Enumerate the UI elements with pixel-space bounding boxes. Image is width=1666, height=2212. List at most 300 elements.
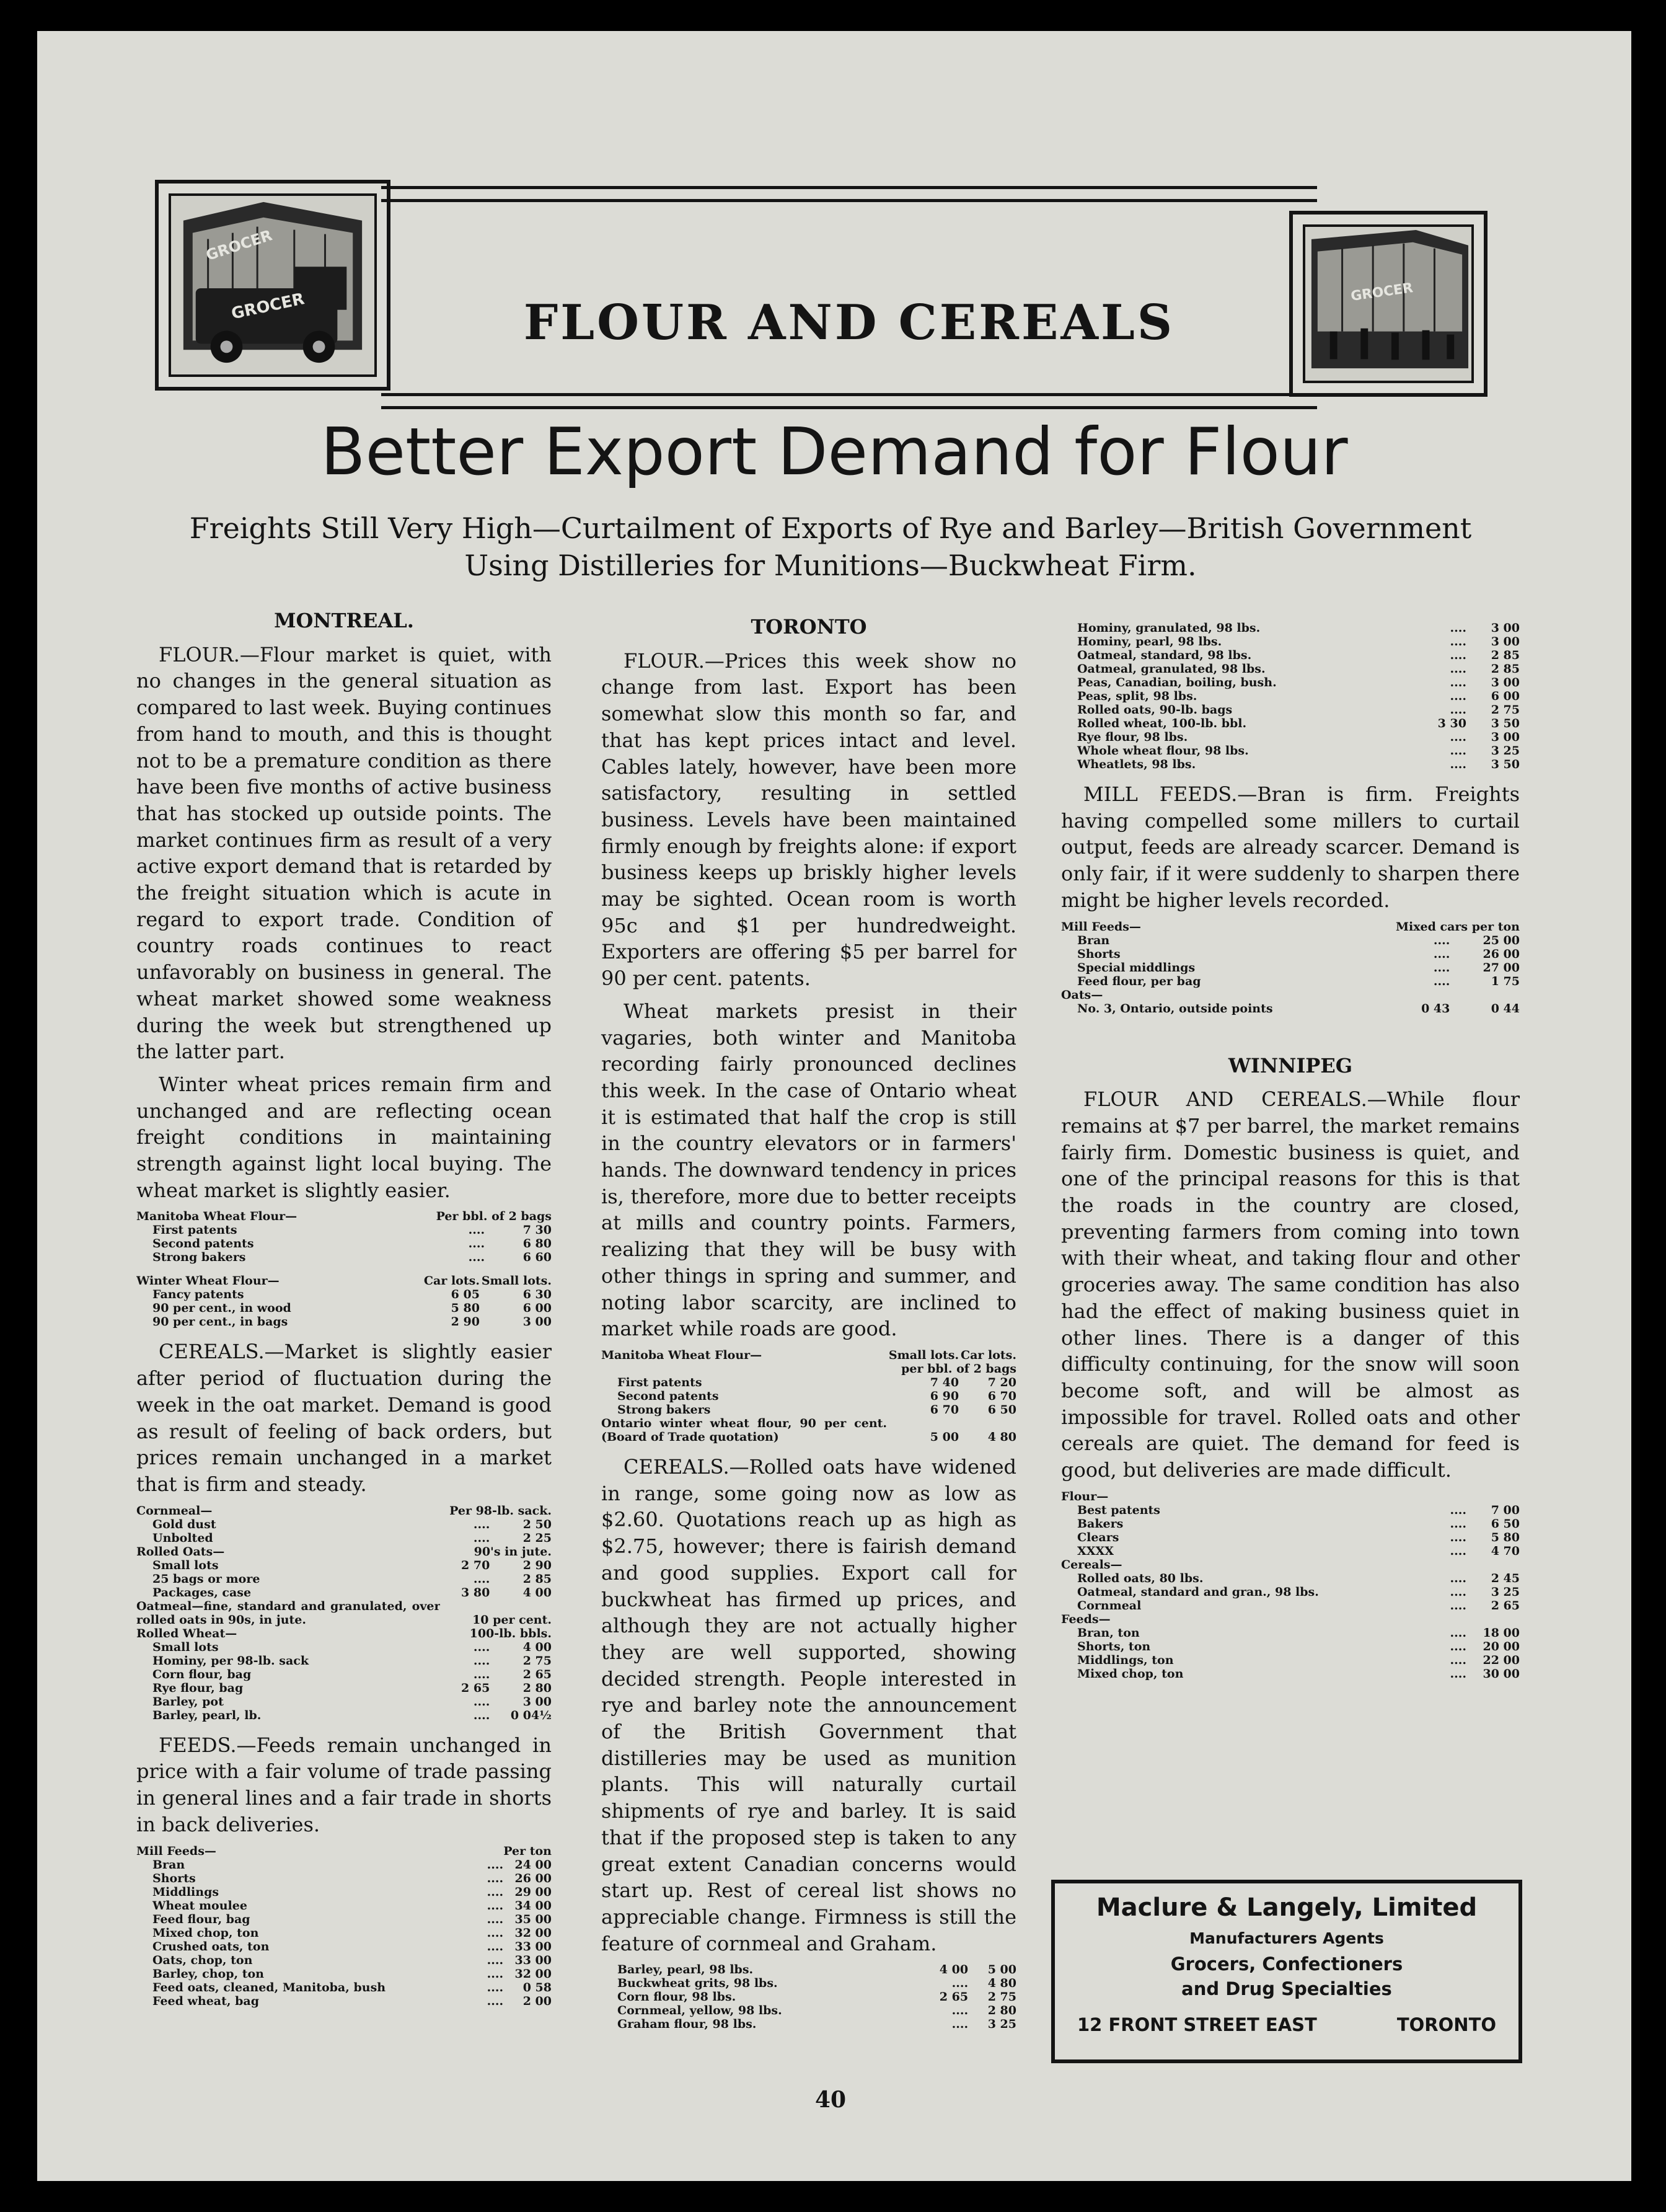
row-value-1: ....	[1433, 947, 1450, 961]
montreal-winter-table	[136, 1274, 552, 1329]
row-label: Bran, ton	[1077, 1626, 1140, 1640]
table-heading: Cornmeal—	[136, 1503, 213, 1518]
montreal-feeds-paragraph: FEEDS.—Feeds remain unchanged in price with a fair volume of trade passing in general lines and a fair trade in shorts in back deliveries.	[136, 1733, 552, 1836]
row-value-1: ....	[1450, 1571, 1466, 1585]
table-unit: Per ton	[503, 1844, 552, 1858]
row-value-1: ....	[468, 1237, 485, 1251]
row-value-1: ....	[468, 1223, 485, 1237]
table-row	[136, 1953, 552, 1967]
row-value-1: 0 43	[1421, 1001, 1450, 1015]
row-value-2: 2 65	[1491, 1598, 1520, 1613]
table-row	[1061, 717, 1520, 730]
row-value-1: ....	[468, 1250, 485, 1265]
table-row	[136, 1926, 552, 1940]
row-label: First patents	[617, 1375, 702, 1389]
toronto-wheat-paragraph: Wheat markets presist in their vagaries, both winter and Manitoba recording fairly pronounced declines this week. In the case of Ontario wheat it is estimated that half the crop is still in the country elevators or in farmers' hands. The downward tendency in prices is, therefore, more due to better receipts at mills and country points. Farmers, realizing that they will be busy with other things in spring and summer, and noting labor scarcity, are inclined to market while roads are good.	[601, 999, 1016, 1341]
row-value-1: ....	[1450, 621, 1466, 635]
row-value-2: 25 00	[1483, 933, 1520, 947]
table-row	[136, 1681, 552, 1695]
row-value-1: 6 90	[930, 1389, 959, 1403]
table-row	[1061, 635, 1520, 648]
row-value-2: 3 25	[1491, 1585, 1520, 1599]
row-label: Bran	[152, 1857, 185, 1872]
table-row	[136, 1967, 552, 1981]
row-value-2: 0 04½	[510, 1708, 552, 1722]
table-row	[601, 2017, 1016, 2031]
table-row	[136, 1518, 552, 1531]
table-col-1: Car lots.	[423, 1274, 480, 1288]
row-value-1: ....	[473, 1531, 490, 1545]
row-value-2: 3 00	[1491, 730, 1520, 744]
table-row	[136, 1858, 552, 1872]
ad-line-3: and Drug Specialties	[1181, 1978, 1392, 1999]
subheadline-line-2: Using Distilleries for Munitions—Buckwheat Firm.	[464, 549, 1197, 582]
row-label: Strong bakers	[152, 1250, 246, 1265]
price-rows	[136, 1559, 552, 1599]
table-row	[1061, 689, 1520, 703]
row-label: Oatmeal, standard, 98 lbs.	[1077, 648, 1252, 662]
row-value-2: 2 85	[522, 1572, 552, 1586]
row-label: Peas, split, 98 lbs.	[1077, 689, 1197, 703]
row-value-1: ....	[487, 1953, 504, 1967]
row-value-1: ....	[1450, 1530, 1466, 1544]
row-value-1: ....	[1450, 662, 1466, 676]
table-row	[1061, 662, 1520, 676]
row-value-2: 34 00	[514, 1898, 552, 1913]
row-label: Wheatlets, 98 lbs.	[1077, 758, 1196, 771]
table-row	[1061, 1599, 1520, 1613]
row-value-1: ....	[1450, 703, 1466, 717]
grocer-storefront-illustration	[1289, 211, 1488, 397]
row-value-1: 6 70	[930, 1402, 959, 1417]
toronto-hominy-table	[1061, 621, 1520, 771]
table-row	[136, 1223, 552, 1237]
montreal-flour-paragraph: FLOUR.—Flour market is quiet, with no changes in the general situation as compared to last week. Buying continues from hand to mouth, and this is thought not to be a premature condition as there have been five months of active business that has stocked up outside points. The market continues firm as result of a very active export demand that is retarded by the freight situation which is acute in regard to export trade. Condition of country roads continues to react unfavorably on business in general. The wheat market showed some weakness during the week but strengthened up the latter part.	[136, 642, 552, 1064]
table-unit: 90's in jute.	[474, 1544, 552, 1559]
row-value-2: 2 50	[522, 1517, 552, 1531]
row-value-2: 3 25	[987, 2017, 1016, 2032]
table-heading: Rolled Wheat—	[136, 1626, 237, 1640]
row-value-2: 18 00	[1483, 1626, 1520, 1640]
row-value-2: 6 00	[1491, 689, 1520, 703]
oatmeal-note-value: 10 per cent.	[472, 1613, 552, 1627]
row-value-2: 2 75	[522, 1653, 552, 1668]
row-value-1: ....	[487, 1926, 504, 1940]
row-value-2: 2 85	[1491, 648, 1520, 662]
table-heading: Manitoba Wheat Flour—	[136, 1210, 298, 1224]
row-value-2: 3 50	[1491, 717, 1520, 730]
table-row	[1061, 703, 1520, 717]
row-value-1: ....	[487, 1980, 504, 1994]
table-heading: Oats—	[1061, 988, 1103, 1002]
advertisement-box	[1051, 1880, 1522, 2063]
row-value-2: 3 00	[1491, 676, 1520, 689]
storefront-sign-text: GROCER	[1349, 280, 1414, 304]
row-label: Crushed oats, ton	[152, 1939, 270, 1953]
row-label: Cornmeal	[1077, 1598, 1142, 1613]
row-value-2: 35 00	[514, 1912, 552, 1926]
price-rows	[1061, 934, 1520, 988]
row-value-1: ....	[487, 1871, 504, 1885]
ad-city: TORONTO	[1396, 2014, 1496, 2035]
storefront-drawing	[1305, 227, 1471, 381]
row-value-1: ....	[487, 1994, 504, 2008]
table-row	[1061, 1585, 1520, 1599]
store-sign-text: GROCER	[203, 226, 275, 264]
montreal-mill-feeds-table	[136, 1844, 552, 2008]
price-rows	[1061, 1002, 1520, 1015]
row-label: Best patents	[1077, 1503, 1160, 1517]
row-value-1: ....	[473, 1517, 490, 1531]
row-value-2: 24 00	[514, 1857, 552, 1872]
row-value-1: 6 05	[451, 1288, 480, 1302]
table-unit: per bbl. of 2 bags	[901, 1361, 1016, 1376]
winnipeg-heading: WINNIPEG	[1228, 1053, 1353, 1077]
row-value-2: 20 00	[1483, 1639, 1520, 1653]
row-value-1: ....	[1433, 974, 1450, 988]
row-label: Second patents	[152, 1237, 254, 1251]
row-label: Barley, chop, ton	[152, 1966, 264, 1981]
row-value-2: 32 00	[514, 1926, 552, 1940]
row-value-2: 27 00	[1483, 960, 1520, 975]
row-label: Packages, case	[152, 1585, 252, 1599]
table-row	[136, 1668, 552, 1681]
table-row	[1061, 730, 1520, 744]
toronto-heading: TORONTO	[751, 615, 867, 639]
table-unit: Per bbl. of 2 bags	[436, 1210, 552, 1224]
column-three	[1061, 621, 1520, 1691]
row-value-2: 3 00	[1491, 635, 1520, 648]
table-row	[136, 1885, 552, 1899]
row-label: Second patents	[617, 1389, 719, 1403]
row-value-2: 30 00	[1483, 1666, 1520, 1681]
row-label: Rye flour, 98 lbs.	[1077, 730, 1188, 744]
row-value-1: ....	[1450, 1653, 1466, 1667]
table-row	[136, 1288, 552, 1301]
row-value-2: 2 80	[987, 2004, 1016, 2018]
row-label: No. 3, Ontario, outside points	[1077, 1001, 1273, 1015]
row-label: Hominy, per 98-lb. sack	[152, 1653, 309, 1668]
row-label: Rolled oats, 90-lb. bags	[1077, 703, 1233, 717]
row-value-1: ....	[1450, 744, 1466, 758]
row-label: Oats, chop, ton	[152, 1953, 253, 1967]
row-value-2: 32 00	[514, 1966, 552, 1981]
row-value-1: ....	[1433, 960, 1450, 975]
row-label: Cornmeal, yellow, 98 lbs.	[617, 2004, 782, 2018]
row-label: Hominy, pearl, 98 lbs.	[1077, 635, 1222, 648]
table-row	[1061, 648, 1520, 662]
table-row	[136, 1315, 552, 1329]
price-rows	[136, 1223, 552, 1264]
row-value-2: 5 80	[1491, 1530, 1520, 1544]
row-value-2: 6 80	[522, 1237, 552, 1251]
row-value-2: 6 70	[987, 1389, 1016, 1403]
row-label: Bran	[1077, 933, 1110, 947]
table-row	[136, 1913, 552, 1926]
row-value-1: ....	[1450, 1585, 1466, 1599]
row-label: Corn flour, 98 lbs.	[617, 1990, 736, 2004]
table-heading: Mill Feeds—	[136, 1844, 216, 1858]
row-value-1: 3 30	[1437, 717, 1466, 730]
table-row	[1061, 961, 1520, 975]
oatmeal-note: Oatmeal—fine, standard and granulated, over rolled oats in 90s, in jute.	[136, 1599, 441, 1627]
row-value-1: ....	[1450, 689, 1466, 703]
table-row	[136, 1994, 552, 2008]
subheadline	[118, 510, 1543, 584]
row-value-1: ....	[487, 1857, 504, 1872]
row-value-1: ....	[487, 1939, 504, 1953]
row-value-1: ....	[1433, 933, 1450, 947]
table-row	[1061, 1517, 1520, 1531]
toronto-manitoba-table	[601, 1348, 1016, 1444]
header-bottom-rule	[381, 393, 1317, 409]
row-value-1: ....	[1450, 1516, 1466, 1531]
toronto-flour-paragraph: FLOUR.—Prices this week show no change from last. Export has been somewhat slow this month so far, and that has kept prices intact and level. Cables lately, however, have been more satisfactory, resulting in settled business. Levels have been maintained firmly enough by freights alone: if export business keeps up briskly higher levels may be sighted. Ocean room is worth 95c and $1 per hundredweight. Exporters are offering $5 per barrel for 90 per cent. patents.	[601, 648, 1016, 991]
table-row	[136, 1301, 552, 1315]
row-value-2: 2 45	[1491, 1571, 1520, 1585]
subheadline-line-1: Freights Still Very High—Curtailment of Exports of Rye and Barley—British Government	[189, 511, 1472, 545]
table-row	[136, 1237, 552, 1250]
row-label: 25 bags or more	[152, 1572, 260, 1586]
ad-address: 12 FRONT STREET EAST	[1077, 2014, 1317, 2035]
row-label: Oatmeal, granulated, 98 lbs.	[1077, 662, 1266, 676]
table-row	[136, 1709, 552, 1722]
row-value-2: 3 00	[522, 1315, 552, 1329]
table-heading: Rolled Oats—	[136, 1544, 225, 1559]
table-row	[601, 2004, 1016, 2017]
table-row	[136, 1586, 552, 1599]
row-value-1: ....	[1450, 1544, 1466, 1558]
row-label: Rolled oats, 80 lbs.	[1077, 1571, 1204, 1585]
table-heading: Feeds—	[1061, 1612, 1111, 1626]
row-value-1: ....	[1450, 1503, 1466, 1517]
montreal-heading: MONTREAL.	[274, 609, 414, 632]
table-heading: Cereals—	[1061, 1557, 1122, 1572]
row-value-2: 3 25	[1491, 744, 1520, 758]
row-label: Rye flour, bag	[152, 1681, 244, 1695]
row-value-1: ....	[473, 1640, 490, 1654]
row-label: Buckwheat grits, 98 lbs.	[617, 1976, 778, 1991]
row-value-2: 29 00	[514, 1885, 552, 1899]
row-value-1: 2 65	[461, 1681, 490, 1695]
table-unit: Mixed cars per ton	[1395, 919, 1520, 934]
headline: Better Export Demand for Flour	[320, 414, 1348, 490]
row-value-1: ....	[473, 1572, 490, 1586]
row-label: Shorts, ton	[1077, 1639, 1151, 1653]
table-row	[1061, 1572, 1520, 1585]
row-label: Rolled wheat, 100-lb. bbl.	[1077, 717, 1247, 730]
row-label: Feed oats, cleaned, Manitoba, bush	[152, 1980, 386, 1994]
toronto-mill-feeds-table	[1061, 920, 1520, 1015]
row-label: Small lots	[152, 1558, 219, 1572]
row-value-1: ....	[1450, 730, 1466, 744]
row-value-2: 4 80	[987, 1976, 1016, 1991]
row-value-2: 7 20	[987, 1375, 1016, 1389]
row-value-1: 2 70	[461, 1558, 490, 1572]
table-col-2: Small lots.	[481, 1274, 552, 1288]
table-row	[1061, 758, 1520, 771]
row-value-2: 2 00	[522, 1994, 552, 2008]
row-value-2: 6 00	[522, 1301, 552, 1316]
row-value-1: ....	[487, 1898, 504, 1913]
ad-address-row	[1055, 2014, 1518, 2035]
price-rows	[1061, 1572, 1520, 1613]
row-value-1: ....	[1450, 635, 1466, 648]
row-value-2: 3 00	[1491, 621, 1520, 635]
row-value-1: ....	[473, 1694, 490, 1709]
table-row	[136, 1531, 552, 1545]
row-value-2: 5 00	[987, 1963, 1016, 1977]
table-row	[136, 1695, 552, 1709]
row-label: Barley, pearl, lb.	[152, 1708, 262, 1722]
row-label: Unbolted	[152, 1531, 213, 1545]
table-row	[136, 1640, 552, 1654]
table-row	[1061, 1626, 1520, 1640]
table-heading: Winter Wheat Flour—	[136, 1274, 280, 1288]
row-value-1: ....	[473, 1653, 490, 1668]
row-value-2: 33 00	[514, 1939, 552, 1953]
row-value-2: 6 50	[1491, 1516, 1520, 1531]
toronto-mill-feeds-paragraph: MILL FEEDS.—Bran is firm. Freights having compelled some millers to curtail output, feeds are already scarcer. Demand is only fair, if it were suddenly to sharpen there might be higher levels recorded.	[1061, 782, 1520, 912]
toronto-cereals-paragraph: CEREALS.—Rolled oats have widened in range, some going now as low as $2.60. Quotations reach up as high as $2.75, however; there is fairish demand and good supplies. Export call for buckwheat has firmed up prices, and although they are not actually higher they are well supported, showing decided strength. People interested in rye and barley note the announcement of the British Government that distilleries may be used as munition plants. This will naturally curtail shipments of rye and barley. It is said that if the proposed step is taken to any great extent Canadian concerns would start up. Rest of cereal list shows no appreciable change. Firmness is still the feature of cornmeal and Graham.	[601, 1454, 1016, 1955]
ad-company-name: Maclure & Langely, Limited	[1096, 1893, 1478, 1922]
row-label: Wheat moulee	[152, 1898, 247, 1913]
table-row	[1061, 1653, 1520, 1667]
row-label: Mixed chop, ton	[152, 1926, 259, 1940]
table-row	[1061, 1640, 1520, 1653]
table-row	[136, 1872, 552, 1885]
row-label: Oatmeal, standard and gran., 98 lbs.	[1077, 1585, 1319, 1599]
montreal-manitoba-table	[136, 1210, 552, 1264]
row-value-1: ....	[487, 1885, 504, 1899]
row-label: Feed flour, bag	[152, 1912, 250, 1926]
row-value-1: 7 40	[930, 1375, 959, 1389]
table-row	[1061, 676, 1520, 689]
row-label: 90 per cent., in bags	[152, 1315, 288, 1329]
row-value-1: ....	[1450, 648, 1466, 662]
table-row	[1061, 1531, 1520, 1544]
ontario-value-1: 5 00	[930, 1430, 959, 1444]
header-top-rule	[381, 186, 1317, 202]
section-title: FLOUR AND CEREALS	[523, 294, 1175, 351]
table-row	[136, 1654, 552, 1668]
row-value-2: 2 85	[1491, 662, 1520, 676]
row-value-1: ....	[487, 1966, 504, 1981]
montreal-winter-paragraph: Winter wheat prices remain firm and unchanged and are reflecting ocean freight conditions in maintaining strength against light local buying. The wheat market is slightly easier.	[136, 1072, 552, 1202]
price-rows	[136, 1858, 552, 2008]
truck-drawing	[171, 196, 374, 374]
row-value-1: 2 65	[939, 1990, 969, 2004]
row-value-2: 26 00	[1483, 947, 1520, 961]
row-value-1: ....	[1450, 758, 1466, 771]
row-value-2: 26 00	[514, 1871, 552, 1885]
row-label: Shorts	[1077, 947, 1121, 961]
table-heading: Manitoba Wheat Flour—	[601, 1348, 762, 1362]
row-label: Hominy, granulated, 98 lbs.	[1077, 621, 1261, 635]
row-value-2: 2 75	[1491, 703, 1520, 717]
row-value-2: 22 00	[1483, 1653, 1520, 1667]
row-label: Strong bakers	[617, 1402, 711, 1417]
row-value-1: ....	[1450, 1639, 1466, 1653]
table-row	[1061, 1503, 1520, 1517]
montreal-cereal-table	[136, 1504, 552, 1722]
row-label: Barley, pearl, 98 lbs.	[617, 1963, 754, 1977]
column-montreal	[136, 608, 552, 2018]
table-row	[601, 1976, 1016, 1990]
row-value-2: 6 30	[522, 1288, 552, 1302]
row-label: Special middlings	[1077, 960, 1196, 975]
row-value-1: 2 90	[451, 1315, 480, 1329]
row-label: Corn flour, bag	[152, 1667, 252, 1681]
table-row	[1061, 621, 1520, 635]
row-value-2: 4 00	[522, 1640, 552, 1654]
ontario-value-2: 4 80	[987, 1430, 1016, 1444]
price-rows	[601, 1963, 1016, 2031]
row-label: Mixed chop, ton	[1077, 1666, 1184, 1681]
row-label: Small lots	[152, 1640, 219, 1654]
table-row	[1061, 744, 1520, 758]
table-row	[1061, 1002, 1520, 1015]
table-row	[136, 1572, 552, 1586]
row-value-2: 4 00	[522, 1585, 552, 1599]
ontario-note: Ontario winter wheat flour, 90 per cent. (Board of Trade quotation)	[601, 1416, 888, 1444]
row-value-2: 33 00	[514, 1953, 552, 1967]
table-row	[136, 1940, 552, 1953]
row-value-2: 2 75	[987, 1990, 1016, 2004]
table-row	[601, 1389, 1016, 1403]
price-rows	[1061, 1626, 1520, 1681]
row-value-2: 4 70	[1491, 1544, 1520, 1558]
winnipeg-table	[1061, 1490, 1520, 1681]
table-row	[601, 1963, 1016, 1976]
row-value-1: ....	[473, 1708, 490, 1722]
table-heading: Mill Feeds—	[1061, 919, 1141, 934]
row-label: Shorts	[152, 1871, 196, 1885]
row-label: Middlings	[152, 1885, 219, 1899]
row-value-1: ....	[1450, 1598, 1466, 1613]
row-value-1: ....	[1450, 1626, 1466, 1640]
row-label: XXXX	[1077, 1544, 1114, 1558]
table-heading: Flour—	[1061, 1489, 1109, 1503]
table-row	[136, 1559, 552, 1572]
row-value-2: 2 90	[522, 1558, 552, 1572]
table-row	[1061, 934, 1520, 947]
table-row	[1061, 947, 1520, 961]
row-value-1: 5 80	[451, 1301, 480, 1316]
table-row	[601, 1990, 1016, 2004]
toronto-cereal-table	[601, 1963, 1016, 2031]
row-value-1: ....	[951, 2004, 969, 2018]
price-rows	[136, 1640, 552, 1722]
row-value-1: ....	[473, 1667, 490, 1681]
table-row	[136, 1250, 552, 1264]
ad-line-1: Manufacturers Agents	[1189, 1929, 1384, 1947]
row-label: Feed flour, per bag	[1077, 974, 1201, 988]
row-value-1: ....	[951, 2017, 969, 2032]
table-col-2: Car lots.	[960, 1348, 1016, 1362]
row-label: Graham flour, 98 lbs.	[617, 2017, 757, 2032]
page-number: 40	[814, 2087, 847, 2113]
row-label: Gold dust	[152, 1517, 216, 1531]
row-value-1: ....	[487, 1912, 504, 1926]
row-label: Middlings, ton	[1077, 1653, 1174, 1667]
row-label: Barley, pot	[152, 1694, 224, 1709]
column-toronto	[601, 614, 1016, 2041]
row-value-2: 3 00	[522, 1694, 552, 1709]
montreal-cereals-paragraph: CEREALS.—Market is slightly easier after period of fluctuation during the week in the oat market. Demand is good as result of feeling of back orders, but prices remain unchanged in a market that is firm and steady.	[136, 1340, 552, 1496]
row-value-2: 3 50	[1491, 758, 1520, 771]
row-value-1: ....	[1450, 676, 1466, 689]
